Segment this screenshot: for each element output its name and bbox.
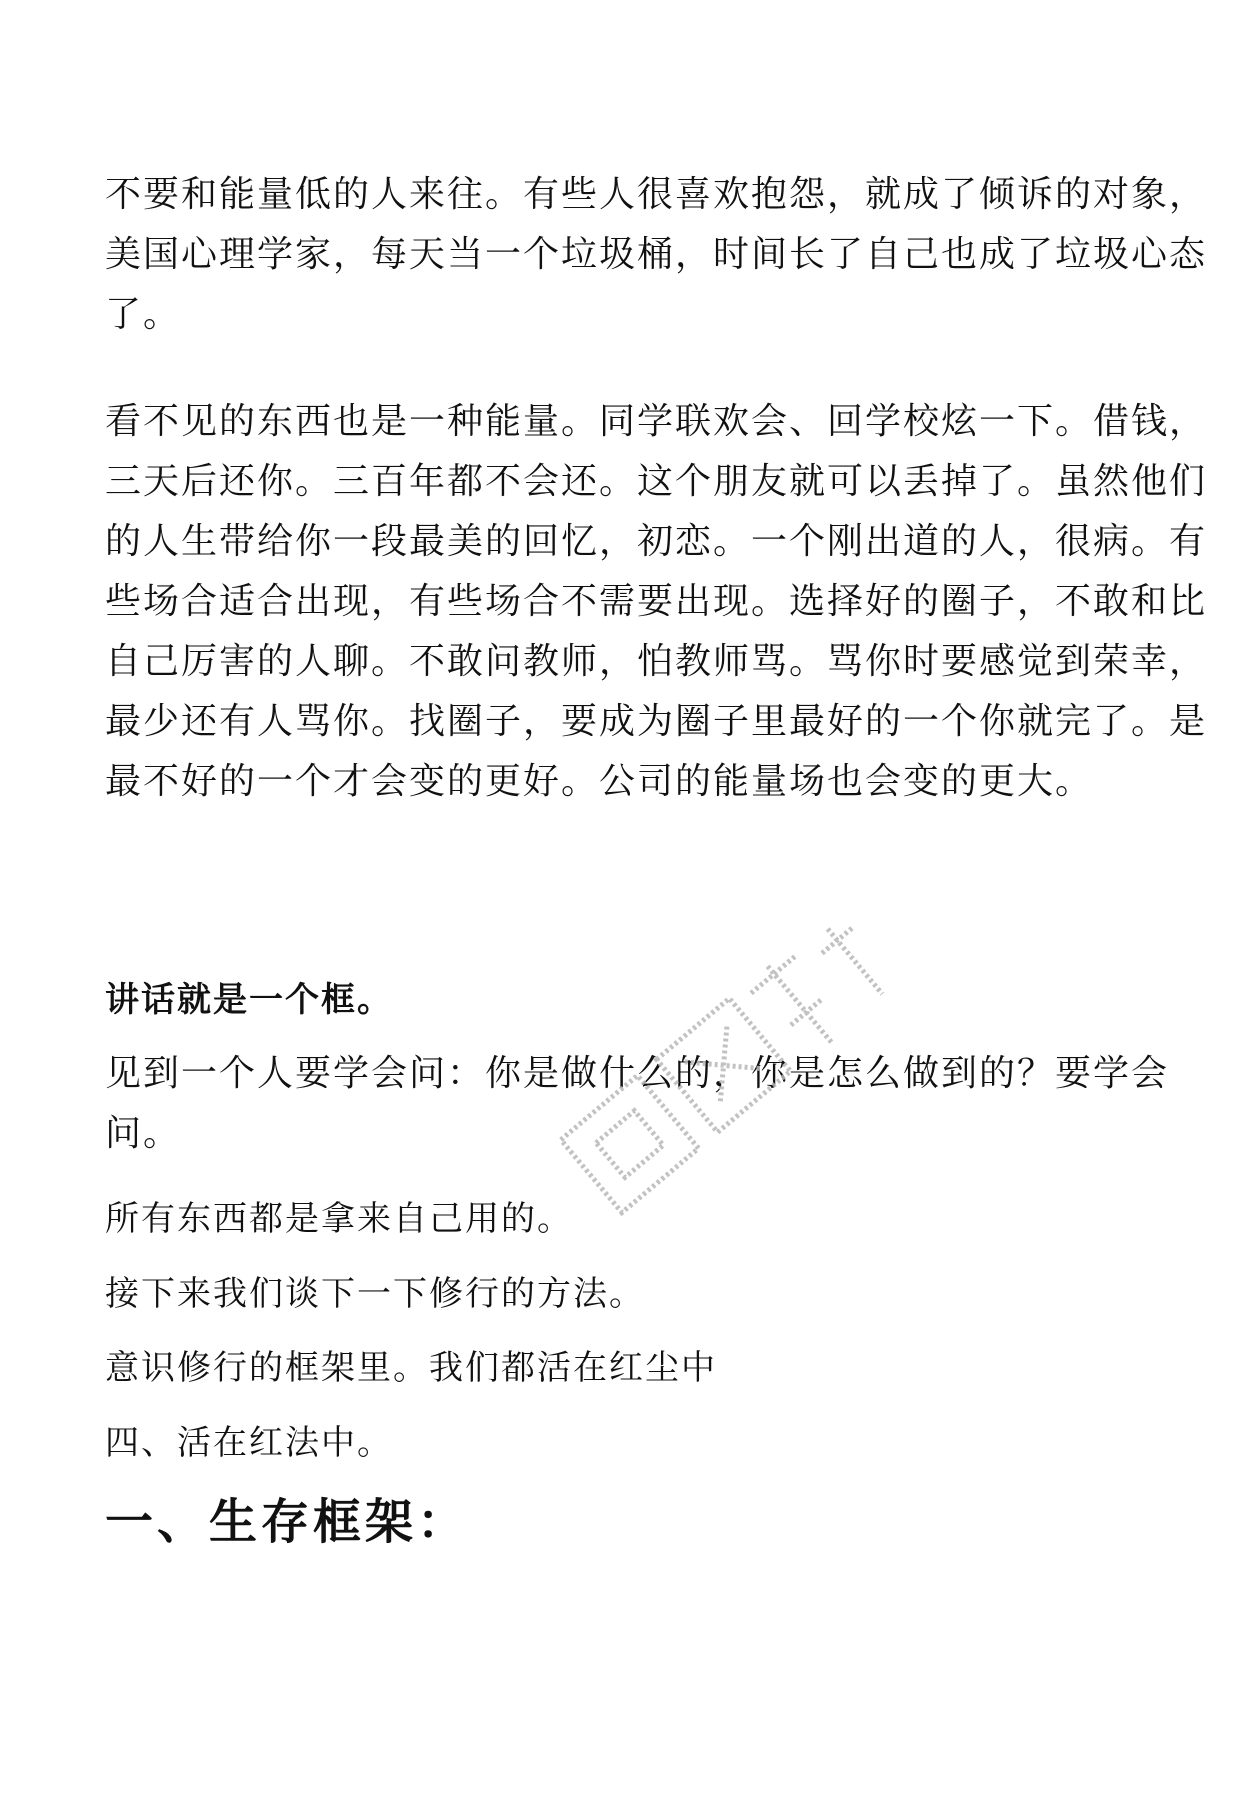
paragraph-line: 看不见的东西也是一种能量。同学联欢会、回学校炫一下。借钱， [105,401,1208,442]
paragraph-line: 的人生带给你一段最美的回忆，初恋。一个刚出道的人，很病。有 [105,521,1208,562]
paragraph-line: 见到一个人要学会问：你是做什么的，你是怎么做到的？要学会 [105,1053,1170,1094]
paragraph-line: 问。 [105,1113,182,1154]
paragraph-line: 最少还有人骂你。找圈子，要成为圈子里最好的一个你就完了。是 [105,701,1208,742]
paragraph-line: 三天后还你。三百年都不会还。这个朋友就可以丢掉了。虽然他们 [105,461,1208,502]
paragraph-1 [105,165,1208,345]
paragraph-line: 不要和能量低的人来往。有些人很喜欢抱怨，就成了倾诉的对象， [105,174,1208,215]
paragraph-line: 最不好的一个才会变的更好。公司的能量场也会变的更大。 [105,761,1094,802]
paragraph-3 [105,1044,1170,1164]
text-line: 所有东西都是拿来自己用的。 [105,1199,573,1239]
subheading: 讲话就是一个框。 [105,980,393,1020]
text-line: 接下来我们谈下一下修行的方法。 [105,1274,645,1314]
paragraph-line: 些场合适合出现，有些场合不需要出现。选择好的圈子，不敢和比 [105,581,1208,622]
paragraph-2 [105,392,1208,812]
paragraph-line: 美国心理学家，每天当一个垃圾桶，时间长了自己也成了垃圾心态 [105,234,1208,275]
paragraph-line: 了。 [105,294,182,335]
text-line: 意识修行的框架里。我们都活在红尘中 [105,1348,717,1388]
paragraph-line: 自己厉害的人聊。不敢问教师，怕教师骂。骂你时要感觉到荣幸， [105,641,1208,682]
text-line: 四、活在红法中。 [105,1423,393,1463]
section-heading: 一、生存框架： [105,1494,470,1550]
